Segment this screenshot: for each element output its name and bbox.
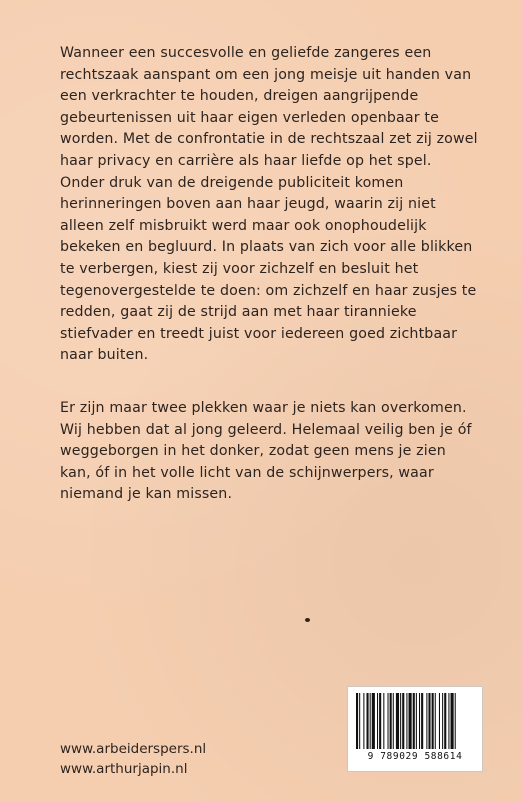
publisher-url[interactable]: www.arbeiderspers.nl — [60, 741, 207, 757]
blurb-paragraph-2: Onder druk van de dreigende publiciteit komen herinneringen boven aan haar jeugd, waarin zij niet alleen zelf misbruikt werd maar ook onophoudelijk bekeken en begluurd. In plaats van zich voor alle blikken te verbergen, kiest zij voor zichzelf en besluit het tegenovergestelde te doen: om zichzelf en haar zusjes te redden, gaat zij de strijd aan met haar tirannieke stiefvader en treedt juist voor iedereen goed zichtbaar naar buiten. — [60, 174, 477, 364]
website-links — [60, 739, 206, 779]
barcode-number: 9 789029 588614 — [367, 751, 463, 762]
author-url[interactable]: www.arthurjapin.nl — [60, 761, 188, 777]
barcode-bars — [356, 693, 474, 749]
isbn-barcode — [347, 686, 483, 772]
quote-paragraph: Er zijn maar twee plekken waar je niets kan overkomen. Wij hebben dat al jong geleerd. Helemaal veilig ben je óf weggeborgen in het donker, zodat geen mens je zien kan, óf in het volle licht van de schijnwerpers, waar niemand je kan missen. — [60, 400, 472, 503]
blurb-paragraph-1: Wanneer een succesvolle en geliefde zangeres een rechtszaak aanspant om een jong meisje uit handen van een verkrachter te houden, dreigen aangrijpende gebeurtenissen uit haar eigen verleden openbaar te worden. Met de confrontatie in de rechtszaal zet zij zowel haar privacy en carrière als haar liefde op het spel. — [60, 45, 478, 169]
ink-mark — [305, 618, 310, 622]
blurb-text — [60, 43, 480, 367]
quote-text — [60, 398, 480, 506]
